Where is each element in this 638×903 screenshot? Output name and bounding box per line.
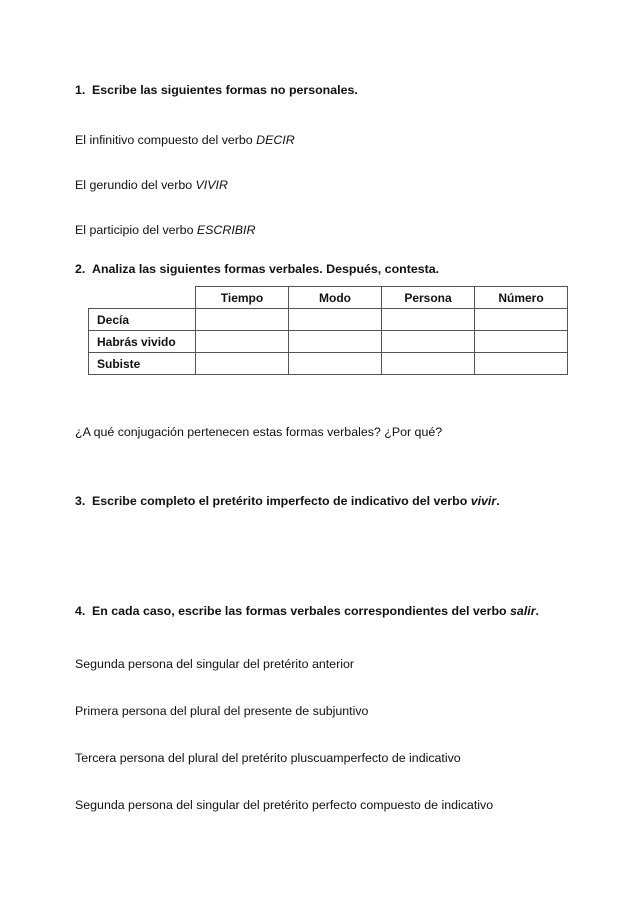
q2-followup-question: ¿A qué conjugación pertenecen estas formas verbales? ¿Por qué? [75, 425, 443, 439]
q4-verb: salir [510, 604, 536, 618]
row-verb-form: Decía [89, 309, 196, 331]
q4-item: Segunda persona del singular del pretérito perfecto compuesto de indicativo [75, 798, 494, 812]
header-numero: Número [475, 287, 568, 309]
table-header-row [89, 287, 568, 309]
table-row [89, 309, 568, 331]
q3-title: Escribe completo el pretérito imperfecto de indicativo del verbo [92, 494, 471, 508]
q4-title: En cada caso, escribe las formas verbales correspondientes del verbo [92, 604, 511, 618]
q4-end: . [535, 604, 539, 618]
q1-item-infinitive [75, 132, 295, 148]
q1-item-verb: DECIR [256, 133, 295, 147]
q4-number: 4. [75, 604, 86, 618]
q1-title: Escribe las siguientes formas no personales. [92, 83, 358, 97]
answer-cell[interactable] [475, 309, 568, 331]
q2-title: Analiza las siguientes formas verbales. Después, contesta. [92, 262, 440, 276]
q4-item: Tercera persona del plural del pretérito pluscuamperfecto de indicativo [75, 751, 461, 765]
answer-cell[interactable] [289, 331, 382, 353]
answer-cell[interactable] [382, 309, 475, 331]
answer-cell[interactable] [475, 353, 568, 375]
q2-number: 2. [75, 262, 86, 276]
q4-heading [75, 603, 539, 619]
table-row [89, 353, 568, 375]
q3-number: 3. [75, 494, 86, 508]
answer-cell[interactable] [475, 331, 568, 353]
q1-item-text: El participio del verbo [75, 223, 197, 237]
row-verb-form: Habrás vivido [89, 331, 196, 353]
table-row [89, 331, 568, 353]
q1-item-text: El infinitivo compuesto del verbo [75, 133, 257, 147]
answer-cell[interactable] [382, 331, 475, 353]
answer-cell[interactable] [289, 353, 382, 375]
q4-item: Segunda persona del singular del pretérito anterior [75, 657, 354, 671]
q3-end: . [496, 494, 500, 508]
header-modo: Modo [289, 287, 382, 309]
verb-analysis-table [88, 286, 568, 375]
header-persona: Persona [382, 287, 475, 309]
q1-heading [75, 82, 358, 98]
q1-item-verb: VIVIR [195, 178, 228, 192]
header-tiempo: Tiempo [196, 287, 289, 309]
q1-item-verb: ESCRIBIR [196, 223, 256, 237]
q3-heading [75, 493, 500, 509]
answer-cell[interactable] [289, 309, 382, 331]
table-corner-cell [89, 287, 196, 309]
q2-heading [75, 261, 439, 277]
answer-cell[interactable] [196, 331, 289, 353]
answer-cell[interactable] [196, 353, 289, 375]
row-verb-form: Subiste [89, 353, 196, 375]
q1-item-gerund [75, 177, 228, 193]
q4-item: Primera persona del plural del presente de subjuntivo [75, 704, 369, 718]
answer-cell[interactable] [196, 309, 289, 331]
q3-verb: vivir [470, 494, 497, 508]
q1-item-text: El gerundio del verbo [75, 178, 196, 192]
answer-cell[interactable] [382, 353, 475, 375]
q1-number: 1. [75, 83, 86, 97]
q1-item-participle [75, 222, 255, 238]
